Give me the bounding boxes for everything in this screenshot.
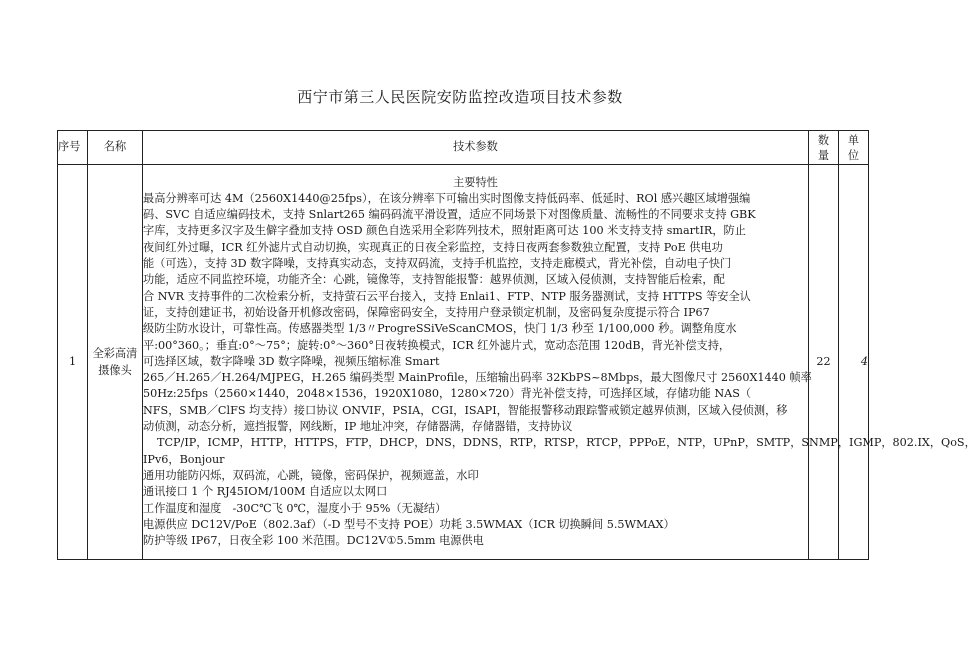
row-name-line-2: 摄像头 [98,364,132,377]
spec-line: 夜间红外过曝，ICR 红外滤片式自动切换，实现真正的日夜全彩监控，支持日夜两套参数独立配置，支持 PoE 供电功 [143,240,723,254]
spec-line: 通用功能防闪烁，双码流，心跳，镜像，密码保护，视频遮盖，水印 [143,468,479,482]
spec-line: NFS，SMB／ClFS 均支持）接口协议 ONVIF，PSIA，CGI，ISAPI，智能报警移动跟踪警戒锁定越界侦测，区域入侵侦测，移 [143,403,788,417]
row-name-line-1: 全彩高清 [92,347,138,360]
spec-line: 265／H.265／H.264/MJPEG，H.265 编码类型 MainProfile，压缩输出码率 32KbPS~8Mbps，最大图像尺寸 2560X1440 帧率 [143,371,812,385]
spec-line: 证，支持创建证书，初始设备开机修改密码，保障密码安全，支持用户登录锁定机制，及密码复杂度提示符合 IP67 [143,305,710,319]
header-qty-line-2: 量 [817,148,830,162]
row-qty: 22 [809,165,839,560]
spec-heading: 主要特性 [453,175,498,189]
document-title: 西宁市第三人民医院安防监控改造项目技术参数 [297,88,623,106]
spec-line: 电源供应 DC12V/PoE（802.3af）（-D 型号不支持 POE）功耗 3.5WMAX（ICR 切换瞬间 5.5WMAX） [143,517,675,531]
spec-line: IPv6，Bonjour [143,452,225,466]
spec-line: 可选择区域，数字降噪 3D 数字降噪，视频压缩标准 Smart [143,354,440,368]
spec-line: TCP/IP，ICMP，HTTP，HTTPS，FTP，DHCP，DNS，DDNS，RTP，RTSP，RTCP，PPPoE，NTP，UPnP，SMTP，SNMP，IGMP，802.IX，QoS， [157,436,976,450]
table-header-row [58,131,869,165]
header-qty-line-1: 数 [817,133,830,147]
spec-line: 防护等级 IP67，日夜全彩 100 米范围。DC12V①5.5mm 电源供电 [143,534,484,548]
spec-line: 码、SVC 自适应编码技术，支持 Snlart265 编码码流平滑设置，适应不同场景下对图像质量、流畅性的不同要求支持 GBK [143,208,756,222]
spec-line: 工作温度和湿度 -30C℃飞 0℃，湿度小于 95%（无凝结） [143,501,447,515]
header-unit-line-2: 位 [847,148,860,162]
spec-line: 通讯接口 1 个 RJ45IOM/100M 自适应以太网口 [143,485,388,499]
spec-line: 最高分辨率可达 4M（2560X1440@25fps），在该分辨率下可输出实时图像支持低码率、低延时、ROl 感兴趣区域增强编 [143,191,751,205]
spec-table [57,130,976,560]
row-name [88,165,143,560]
spec-line: 50Hz:25fps（2560×1440，2048×1536，1920X1080，1280×720）背光补偿支持，可选择区域，存储功能 NAS（ [143,387,752,401]
table-row [58,165,869,560]
header-unit-line-1: 单 [847,133,860,147]
header-unit [839,131,869,165]
spec-line: 合 NVR 支持事件的二次检索分析，支持萤石云平台接入，支持 Enlai1、FTP、NTP 服务器测试，支持 HTTPS 等安全认 [143,289,751,303]
spec-line: 平:00°360。；垂直:0°～75°；旋转:0°～360°日夜转换模式，ICR 红外滤片式，宽动态范围 120dB，背光补偿支持， [143,338,731,352]
header-no: 序号 [58,131,88,165]
spec-line: 功能，适应不同监控环境，功能齐全：心跳，镜像等，支持智能报警：越界侦测，区域入侵侦测，支持智能后检索，配 [143,273,725,287]
spec-line: 级防尘防水设计，可靠性高。传感器类型 1/3〃ProgreSSiVeScanCMOS，快门 1/3 秒至 1/100,000 秒。调整角度水 [143,322,737,336]
spec-line: 动侦测，动态分析，遮挡报警，网线断，IP 地址冲突，存储器满，存储器错，支持协议 [143,420,573,434]
row-unit: 4 [839,165,869,560]
spec-line: 能（可选），支持 3D 数字降噪，支持真实动态，支持双码流，支持手机监控，支持走廊模式，背光补偿，自动电子快门 [143,257,732,271]
header-name: 名称 [88,131,143,165]
header-spec: 技术参数 [143,131,809,165]
spec-line: 字库，支持更多汉字及生僻字叠加支持 OSD 颜色自选采用全彩阵列技术，照射距离可达 100 米支持支持 smartIR，防止 [143,224,746,238]
row-no: 1 [58,165,88,560]
header-qty [809,131,839,165]
